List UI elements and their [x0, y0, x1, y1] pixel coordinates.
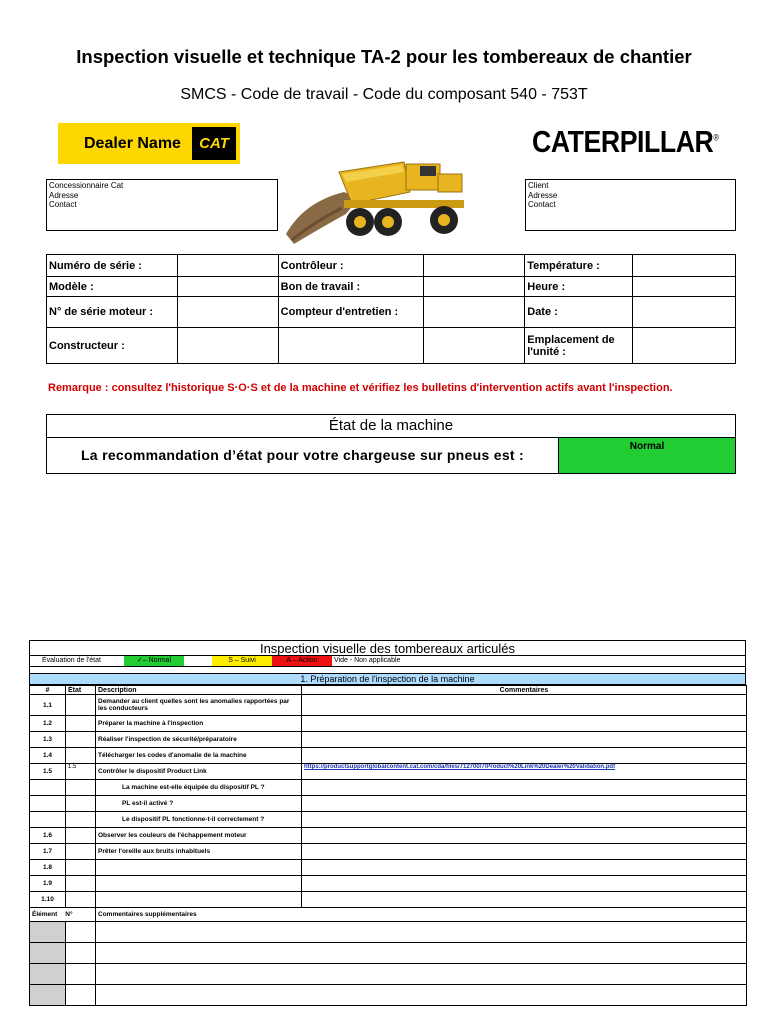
service-meter-label: Compteur d'entretien :: [278, 297, 424, 328]
articulated-truck-image: [284, 152, 476, 252]
remark-text: Remarque : consultez l'historique S·O·S et de la machine et vérifiez les bulletins d'intervention actifs avant l'inspection.: [48, 382, 673, 394]
hour-label: Heure :: [525, 277, 633, 297]
legend-not-applicable: Vide - Non applicable: [334, 657, 401, 664]
extra-item-cell[interactable]: [30, 985, 66, 1006]
row-number: 1.8: [30, 860, 66, 876]
extra-number-cell[interactable]: [66, 985, 96, 1006]
page-subtitle: SMCS - Code de travail - Code du composant 540 - 753T: [180, 86, 588, 103]
table-row: [30, 812, 747, 828]
caterpillar-logo: [532, 124, 719, 160]
extra-header-row: [30, 908, 747, 922]
inspection-grid: [29, 685, 747, 1006]
row-comment-cell[interactable]: [302, 860, 747, 876]
row-number: [30, 796, 66, 812]
temperature-field[interactable]: [633, 255, 736, 277]
table-row: [30, 780, 747, 796]
row-description: La machine est-elle équipée du dispositif PL ?: [96, 780, 302, 796]
row-comment-cell[interactable]: [302, 732, 747, 748]
temperature-label: Température :: [525, 255, 633, 277]
controller-label: Contrôleur :: [278, 255, 424, 277]
row-number: 1.6: [30, 828, 66, 844]
empty-cell: [424, 328, 525, 364]
dealer-address-box: [46, 179, 278, 231]
table-row: [30, 844, 747, 860]
row-number: 1.5: [30, 764, 66, 780]
row-state-cell[interactable]: [66, 860, 96, 876]
row-state-cell[interactable]: [66, 695, 96, 716]
extra-number-cell[interactable]: [66, 922, 96, 943]
extra-item-cell[interactable]: [30, 922, 66, 943]
row-state-cell[interactable]: [66, 796, 96, 812]
row-number: 1.2: [30, 716, 66, 732]
hour-field[interactable]: [633, 277, 736, 297]
row-number: [30, 812, 66, 828]
client-line: Contact: [528, 200, 556, 209]
rating-legend: [29, 656, 746, 667]
extra-comment-row: [30, 922, 747, 943]
row-state-cell[interactable]: [66, 780, 96, 796]
table-row: [30, 716, 747, 732]
row-state-cell[interactable]: 1.5: [66, 764, 96, 780]
legend-action: A – Action: [272, 656, 332, 666]
row-state-cell[interactable]: [66, 748, 96, 764]
extra-number-cell[interactable]: [66, 943, 96, 964]
date-label: Date :: [525, 297, 633, 328]
row-state-cell[interactable]: [66, 892, 96, 908]
inspection-title: Inspection visuelle des tombereaux articulés: [29, 640, 746, 656]
row-state-cell[interactable]: [66, 828, 96, 844]
row-state-cell[interactable]: [66, 732, 96, 748]
unit-location-label: Emplacement de l'unité :: [525, 328, 633, 364]
manufacturer-field[interactable]: [177, 328, 278, 364]
page-title: Inspection visuelle et technique TA-2 pour les tombereaux de chantier: [76, 46, 692, 67]
table-row: [30, 748, 747, 764]
client-address-box: [525, 179, 736, 231]
extra-comment-cell[interactable]: [96, 985, 747, 1006]
row-description: Prêter l'oreille aux bruits inhabituels: [96, 844, 302, 860]
col-number-header: #: [30, 686, 66, 695]
row-comment-cell[interactable]: [302, 876, 747, 892]
work-order-field[interactable]: [424, 277, 525, 297]
extra-number-label: N°: [65, 911, 73, 918]
inspection-sheet: [29, 640, 746, 1006]
unit-location-field[interactable]: [633, 328, 736, 364]
row-number: 1.3: [30, 732, 66, 748]
row-description: [96, 876, 302, 892]
manufacturer-label: Constructeur :: [47, 328, 178, 364]
row-comment-cell[interactable]: [302, 828, 747, 844]
row-comment-cell[interactable]: [302, 695, 747, 716]
extra-item-cell[interactable]: [30, 964, 66, 985]
row-comment-link[interactable]: https://productsupportglobalcontent.cat.com/cda/files/712700/7/Product%20Link%20Dealer%20Validation.pdf: [302, 764, 747, 780]
extra-item-label: Élément: [32, 911, 58, 918]
row-comment-cell[interactable]: [302, 748, 747, 764]
row-number: 1.9: [30, 876, 66, 892]
model-label: Modèle :: [47, 277, 178, 297]
extra-number-cell[interactable]: [66, 964, 96, 985]
service-meter-field[interactable]: [424, 297, 525, 328]
extra-comment-row: [30, 964, 747, 985]
serial-number-label: Numéro de série :: [47, 255, 178, 277]
dealer-line: Concessionnaire Cat: [49, 181, 124, 190]
legend-label: Évaluation de l'état: [42, 657, 101, 664]
table-row: [30, 892, 747, 908]
row-description: [96, 892, 302, 908]
dealer-logo: [58, 123, 240, 164]
row-number: 1.4: [30, 748, 66, 764]
recommendation-label: La recommandation d’état pour votre chargeuse sur pneus est :: [80, 447, 525, 463]
row-description: Observer les couleurs de l'échappement moteur: [96, 828, 302, 844]
row-comment-cell[interactable]: [302, 844, 747, 860]
row-description: Demander au client quelles sont les anomalies rapportées par les conducteurs: [96, 695, 302, 716]
row-number: [30, 780, 66, 796]
table-row: [30, 828, 747, 844]
date-field[interactable]: [633, 297, 736, 328]
table-row: [30, 860, 747, 876]
row-state-cell[interactable]: [66, 876, 96, 892]
dealer-name-text: Dealer Name: [84, 134, 181, 152]
engine-serial-label: N° de série moteur :: [47, 297, 178, 328]
row-number: 1.10: [30, 892, 66, 908]
col-description-header: Description: [96, 686, 302, 695]
row-description: PL est-il activé ?: [96, 796, 302, 812]
dealer-line: Adresse: [49, 190, 79, 200]
extra-comment-cell[interactable]: [96, 943, 747, 964]
machine-state-heading: État de la machine: [47, 415, 735, 438]
row-comment-cell[interactable]: [302, 812, 747, 828]
serial-number-field[interactable]: [177, 255, 278, 277]
legend-follow-up: S – Suivi: [212, 656, 272, 666]
state-value-cell[interactable]: Normal: [558, 438, 735, 473]
extra-item-cell[interactable]: [30, 943, 66, 964]
extra-item-header: [30, 908, 96, 922]
col-comments-header: Commentaires: [302, 686, 747, 695]
row-comment-cell[interactable]: [302, 780, 747, 796]
extra-comment-row: [30, 943, 747, 964]
row-number: 1.7: [30, 844, 66, 860]
row-state-cell[interactable]: [66, 812, 96, 828]
row-description: Télécharger les codes d'anomalie de la machine: [96, 748, 302, 764]
caterpillar-logo-text: CATERPILLAR: [532, 124, 714, 159]
extra-comment-cell[interactable]: [96, 922, 747, 943]
row-comment-cell[interactable]: [302, 796, 747, 812]
col-state-header: État: [66, 686, 96, 695]
extra-comments-header: Commentaires supplémentaires: [96, 908, 747, 922]
cat-badge: CAT: [192, 127, 236, 160]
table-row: [30, 764, 747, 780]
table-row: [30, 796, 747, 812]
machine-info-table: [46, 254, 736, 364]
client-line: Adresse: [528, 190, 558, 200]
row-description: Réaliser l'inspection de sécurité/préparatoire: [96, 732, 302, 748]
extra-comment-row: [30, 985, 747, 1006]
row-state-cell[interactable]: [66, 844, 96, 860]
legend-normal: ✓– Normal: [124, 656, 184, 666]
row-comment-cell[interactable]: [302, 892, 747, 908]
registered-mark: ®: [713, 132, 719, 143]
table-row: [30, 732, 747, 748]
machine-state-box: [46, 414, 736, 474]
empty-cell: [278, 328, 424, 364]
row-description: Préparer la machine à l'inspection: [96, 716, 302, 732]
extra-comment-cell[interactable]: [96, 964, 747, 985]
dealer-line: Contact: [49, 200, 77, 209]
table-row: [30, 695, 747, 716]
client-line: Client: [528, 181, 549, 190]
work-order-label: Bon de travail :: [278, 277, 424, 297]
engine-serial-field[interactable]: [177, 297, 278, 328]
controller-field[interactable]: [424, 255, 525, 277]
table-row: [30, 876, 747, 892]
row-description: [96, 860, 302, 876]
row-comment-cell[interactable]: [302, 716, 747, 732]
row-description: Le dispositif PL fonctionne-t-il correctement ?: [96, 812, 302, 828]
row-description: Contrôler le dispositif Product Link: [96, 764, 302, 780]
section-header: 1. Préparation de l'inspection de la machine: [29, 673, 746, 685]
row-number: 1.1: [30, 695, 66, 716]
row-state-cell[interactable]: [66, 716, 96, 732]
model-field[interactable]: [177, 277, 278, 297]
